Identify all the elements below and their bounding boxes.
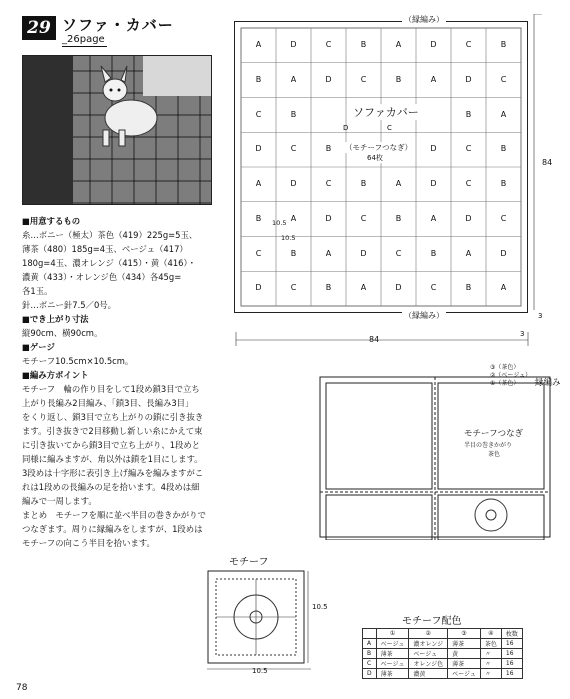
gauge-heading: ■ゲージ — [22, 342, 55, 352]
motif-title: モチーフ — [229, 557, 269, 568]
color-table-cell — [363, 629, 377, 639]
right-dimension: 84 — [542, 158, 553, 167]
motif-cell: A — [500, 109, 507, 119]
color-table-cell: 16 — [501, 639, 522, 649]
color-table-cell: 〃 — [480, 659, 501, 669]
round-color: （ベージュ） — [495, 372, 532, 379]
round-color: （茶色） — [495, 380, 520, 387]
motif-cell: C — [500, 74, 507, 84]
color-table-cell: ② — [409, 629, 448, 639]
color-table-cell: ベージュ — [376, 639, 409, 649]
motif-height-dim: 10.5 — [312, 603, 328, 611]
color-table-cell: 濃黄 — [409, 669, 448, 679]
color-table-cell: 薄茶 — [376, 669, 409, 679]
motif-cell: D — [255, 283, 262, 293]
motif-cell: D — [430, 144, 437, 154]
motif-cell: B — [465, 109, 472, 119]
motif-cell: A — [290, 213, 297, 223]
motif-cell: A — [465, 248, 472, 258]
points-line: まとめ モチーフを順に並べ半目の巻きかがりで — [22, 510, 206, 520]
points-line: をくり返し、鎖3目で立ち上がりの鎖に引き抜き — [22, 412, 204, 422]
motif-cell: C — [325, 40, 332, 49]
points-line: ます。引き抜きで2目移動し新しい糸にかえて束 — [22, 426, 203, 436]
color-table-cell: C — [363, 659, 377, 669]
materials-line: 針…ボニー針7.5／0号。 — [22, 300, 117, 310]
motif-cell: A — [500, 283, 507, 293]
motif-cell: C — [465, 40, 472, 49]
motif-cell: C — [395, 248, 402, 258]
join-title: モチーフつなぎ — [464, 429, 524, 439]
motif-cell: B — [255, 74, 262, 84]
motif-cell: D — [395, 283, 402, 293]
motif-cell: C — [465, 179, 472, 188]
motif-cell: B — [290, 248, 297, 258]
motif-cell: D — [290, 179, 297, 188]
round-label — [490, 372, 531, 380]
points-line: モチーフの向こう半目を拾います。 — [22, 538, 155, 548]
points-line: 上がり長編み2目編み、「鎖3目、長編み3目」 — [22, 398, 194, 408]
motif-cell: D — [255, 144, 262, 154]
points-heading: ■編み方ポイント — [22, 370, 89, 380]
join-diagram-drawing — [300, 365, 552, 540]
round-label — [490, 380, 531, 388]
color-table-cell: 薄茶 — [448, 639, 481, 649]
motif-cell: A — [255, 40, 262, 49]
motif-cell: B — [500, 179, 507, 188]
motif-cell: D — [325, 74, 332, 84]
motif-diagram — [200, 565, 320, 665]
color-table-cell: ① — [376, 629, 409, 639]
points-line: つなぎます。周りに縁編みをしますが、1段めは — [22, 524, 203, 534]
materials-line: 濃黄（433）・オレンジ色（434）各45g= — [22, 272, 182, 282]
points-line: 同様に編みますが、角以外は鎖を1目にします。 — [22, 454, 203, 464]
motif-cell: D — [465, 74, 472, 84]
chart-center-sub: （モチーフつなぎ） — [345, 143, 413, 152]
color-table-cell: ベージュ — [409, 649, 448, 659]
motif-cell: C — [290, 144, 297, 154]
motif-cell: C — [290, 283, 297, 293]
motif-cell: B — [500, 144, 507, 154]
motif-cell: B — [325, 144, 332, 154]
color-table-cell: ベージュ — [448, 669, 481, 679]
motif-cell: B — [360, 179, 367, 188]
dog-on-sofa-illustration — [23, 56, 211, 204]
points-line: に引き抜いてから鎖3目で立ち上がり、1段めと — [22, 440, 201, 450]
motif-cell: A — [325, 248, 332, 258]
top-edge-label: （縁編み） — [404, 15, 444, 24]
points-line: 3段めは十字形に表引き上げ編みを編みますがこ — [22, 468, 204, 478]
corner-dimension: 3 — [538, 312, 543, 320]
color-table-title: モチーフ配色 — [402, 616, 462, 627]
points-line: 編みで一周します。 — [22, 496, 97, 506]
color-table — [362, 628, 523, 679]
color-table-cell: 茶色 — [480, 639, 501, 649]
size-heading: ■でき上がり寸法 — [22, 314, 89, 324]
color-table-cell: B — [363, 649, 377, 659]
color-table-cell: 黄 — [448, 649, 481, 659]
round-num: ③ — [490, 364, 496, 371]
motif-cell: A — [395, 40, 402, 49]
motif-width-line — [205, 664, 315, 674]
color-table-cell: 16 — [501, 659, 522, 669]
points-line: モチーフ 輪の作り目をして1段め鎖3目で立ち — [22, 384, 200, 394]
join-diagram — [300, 365, 552, 540]
bottom-dimension: 84 — [369, 335, 380, 344]
product-photo — [22, 55, 212, 205]
color-table-cell: D — [363, 669, 377, 679]
motif-cell: A — [430, 213, 437, 223]
pattern-number: 29 — [22, 16, 56, 40]
color-table-cell: 枚数 — [501, 629, 522, 639]
motif-cell: C — [255, 109, 262, 119]
motif-cell: C — [360, 74, 367, 84]
motif-cell: A — [290, 74, 297, 84]
color-table-row — [363, 669, 523, 679]
page-reference: _26page — [62, 34, 105, 45]
round-num: ② — [490, 372, 496, 379]
motif-cell: B — [395, 74, 402, 84]
motif-cell: D — [290, 40, 297, 49]
color-table-cell: 16 — [501, 649, 522, 659]
cell-dimension-h: 10.5 — [272, 219, 287, 227]
motif-cell: B — [465, 283, 472, 293]
round-color: （茶色） — [495, 364, 520, 371]
motif-cell: A — [395, 179, 402, 188]
size-text: 縦90cm、横90cm。 — [22, 328, 103, 338]
chart-center-count: 64枚 — [367, 154, 383, 162]
color-table-row — [363, 629, 523, 639]
color-table-cell: 薄茶 — [376, 649, 409, 659]
points-line: れは1段めの長編みの足を拾います。4段めは細 — [22, 482, 200, 492]
center-cell-letter: C — [387, 124, 392, 132]
color-table-cell: 16 — [501, 669, 522, 679]
color-table-cell: 〃 — [480, 649, 501, 659]
pattern-title: ソファ・カバー — [62, 16, 174, 34]
materials-line: 180g=4玉、濃オレンジ（415）・黄（416）・ — [22, 258, 197, 268]
motif-cell: D — [500, 248, 507, 258]
motif-cell: B — [325, 283, 332, 293]
motif-cell: A — [360, 283, 367, 293]
motif-cell: B — [500, 40, 507, 49]
cell-dimension-w: 10.5 — [281, 234, 296, 242]
round-labels — [490, 364, 531, 388]
color-table-cell: オレンジ色 — [409, 659, 448, 669]
motif-cell: D — [465, 213, 472, 223]
motif-cell: B — [395, 213, 402, 223]
materials-line: 薄茶（480）185g=4玉、ベージュ（417） — [22, 244, 188, 254]
bottom-edge-label: （縁編み） — [404, 311, 444, 320]
motif-cell: D — [325, 213, 332, 223]
corner-dimension-2: 3 — [520, 330, 525, 338]
color-table-row — [363, 659, 523, 669]
motif-cell: C — [255, 248, 262, 258]
round-label — [490, 364, 531, 372]
materials-line: 糸…ボニー（極太）茶色（419）225g=5玉、 — [22, 230, 198, 240]
dimension-lines — [228, 14, 558, 354]
color-table-cell: A — [363, 639, 377, 649]
motif-cell: C — [465, 144, 472, 154]
motif-cell: C — [325, 179, 332, 188]
color-table-cell: 濃オレンジ — [409, 639, 448, 649]
chart-center-title: ソファカバー — [353, 106, 419, 119]
motif-cell: C — [500, 213, 507, 223]
motif-cell: C — [430, 283, 437, 293]
gauge-text: モチーフ10.5cm×10.5cm。 — [22, 356, 134, 366]
motif-cell: C — [360, 213, 367, 223]
motif-cell: B — [430, 248, 437, 258]
edge-label: 縁編み — [535, 378, 561, 388]
motif-width-dim: 10.5 — [252, 667, 268, 675]
center-cell-letter: D — [343, 124, 349, 132]
materials-heading: ■用意するもの — [22, 216, 81, 226]
round-num: ① — [490, 380, 496, 387]
join-sub1: 半目の巻きかがり — [464, 442, 513, 449]
motif-cell: B — [290, 109, 297, 119]
materials-line: 各1玉。 — [22, 286, 53, 296]
motif-cell: D — [430, 40, 437, 49]
motif-cell: D — [360, 248, 367, 258]
motif-cell: B — [255, 213, 262, 223]
color-table-cell: ④ — [480, 629, 501, 639]
join-sub2: 茶色 — [488, 451, 501, 458]
page-number: 78 — [16, 683, 28, 693]
color-table-row — [363, 639, 523, 649]
color-table-cell: 〃 — [480, 669, 501, 679]
motif-cell: A — [430, 74, 437, 84]
motif-cell: B — [360, 40, 367, 49]
color-table-row — [363, 649, 523, 659]
motif-cell: D — [430, 179, 437, 188]
materials-section — [22, 214, 217, 550]
motif-cell: A — [255, 179, 262, 188]
color-table-cell: 薄茶 — [448, 659, 481, 669]
color-table-cell: ③ — [448, 629, 481, 639]
color-table-cell: ベージュ — [376, 659, 409, 669]
